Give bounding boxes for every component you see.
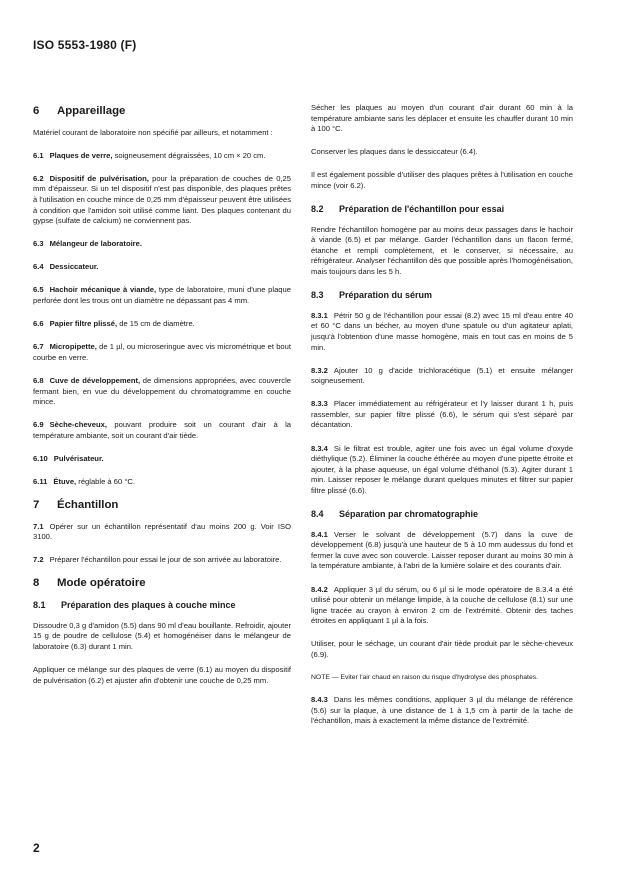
- subsection-heading: 8.3 Préparation du sérum: [311, 290, 433, 301]
- section-heading: 8 Mode opératoire: [33, 577, 146, 590]
- paragraph: Sécher les plaques au moyen d'un courant d'air durant 60 min à la température ambiante sans les déplacer et ensuite les chauffer durant 10 min à 100 °C.: [311, 103, 573, 134]
- paragraph: Il est également possible d'utiliser des plaques prêtes à l'utilisation en couche mince (voir 6.2).: [311, 170, 573, 190]
- section-heading: 7 Échantillon: [33, 499, 119, 512]
- clause-6-10: 6.10 Pulvérisateur.: [33, 453, 104, 463]
- clause-8-4-2: 8.4.2 Appliquer 3 µl du sérum, ou 6 µl si le mode opératoire de 8.3.4 a été utilisé pour obtenir un mélange limpide, à la couche de cellulose (8.1) sur une ligne tracée au crayon à environ 2 cm de l'extrémité. Obtenir des taches étroites en appliquant 1 µl à la fois.: [311, 584, 573, 626]
- clause-8-3-1: 8.3.1 Pétrir 50 g de l'échantillon pour essai (8.2) avec 15 ml d'eau entre 40 et 60 °C dans un bécher, au moyen d'une spatule ou d'un agitateur aplati, jusqu'à l'obtention d'une masse homogène, mais en tout cas en moins de 5 min.: [311, 310, 573, 352]
- paragraph: Appliquer ce mélange sur des plaques de verre (6.1) au moyen du dispositif de pulvérisation (6.2) et ajuster afin d'obtenir une couche de 0,25 mm.: [33, 664, 291, 685]
- document-header: ISO 5553-1980 (F): [33, 38, 137, 52]
- clause-6-6: 6.6 Papier filtre plissé, de 15 cm de diamètre.: [33, 319, 195, 329]
- clause-6-5: 6.5 Hachoir mécanique à viande, type de laboratoire, muni d'une plaque perforée dont les trous ont un diamètre ne dépassant pas 4 mm.: [33, 285, 291, 306]
- clause-8-4-3: 8.4.3 Dans les mêmes conditions, appliquer 3 µl du mélange de référence (5.6) sur la plaque, à une distance de 1 à 1,5 cm à partir de la tache de l'échantillon, mais à exactement la même distance de l'extrémité.: [311, 695, 573, 726]
- right-column: [311, 103, 573, 739]
- clause-8-3-2: 8.3.2 Ajouter 10 g d'acide trichloracétique (5.1) et ensuite mélanger soigneusement.: [311, 365, 573, 386]
- clause-6-11: 6.11 Étuve, réglable à 60 °C.: [33, 476, 135, 486]
- clause-6-1: 6.1 Plaques de verre, soigneusement dégraissées, 10 cm × 20 cm.: [33, 150, 266, 160]
- paragraph: Matériel courant de laboratoire non spécifié par ailleurs, et notamment :: [33, 127, 273, 137]
- clause-7-1: 7.1 Opérer sur un échantillon représentatif d'au moins 200 g. Voir ISO 3100.: [33, 521, 291, 542]
- clause-6-8: 6.8 Cuve de développement, de dimensions appropriées, avec couvercle fermant bien, en vue du développement du chromatogramme en couche mince.: [33, 375, 291, 407]
- clause-6-4: 6.4 Dessiccateur.: [33, 262, 99, 272]
- clause-7-2: 7.2 Préparer l'échantillon pour essai le jour de son arrivée au laboratoire.: [33, 555, 282, 565]
- clause-8-3-4: 8.3.4 Si le filtrat est trouble, agiter une fois avec un égal volume d'oxyde diéthylique (5.2). Éliminer la couche éthérée au moyen d'une pipette étroite et ajouter, à la phase aqueuse, un égal volume d'éthanol (5.3). Agiter durant 1 min. Laisser reposer le mélange durant quelques minutes et filtrer sur papier filtre plissé (6.6).: [311, 443, 573, 495]
- clause-6-7: 6.7 Micropipette, de 1 µl, ou microseringue avec vis micrométrique et bout courbe en verre.: [33, 342, 291, 362]
- paragraph: Dissoudre 0,3 g d'amidon (5.5) dans 90 ml d'eau bouillante. Refroidir, ajouter 15 g de poudre de cellulose (5.4) et homogénéiser dans le mélangeur de laboratoire (6.3) durant 1 min.: [33, 620, 291, 651]
- clause-6-3: 6.3 Mélangeur de laboratoire.: [33, 239, 142, 249]
- page-number: 2: [33, 841, 40, 855]
- note: NOTE — Eviter l'air chaud en raison du risque d'hydrolyse des phosphates.: [311, 674, 539, 682]
- clause-6-9: 6.9 Sèche-cheveux, pouvant produire soit un courant d'air à la température ambiante, soit un courant d'air tiède.: [33, 420, 291, 440]
- subsection-heading: 8.2 Préparation de l'échantillon pour essai: [311, 204, 505, 215]
- section-heading: 6 Appareillage: [33, 105, 126, 117]
- clause-6-2: 6.2 Dispositif de pulvérisation, pour la préparation de couches de 0,25 mm d'épaisseur. Si un tel dispositif n'est pas disponible, des plaques prêtes à l'utilisation en couche mince de 0,25 mm d'épaisseur peuvent être utilisées à condition que l'amidon soit utilisé comme liant. Des plaques contenant du gypse (sulfate de calcium) ne conviennent pas.: [33, 173, 291, 226]
- subsection-heading: 8.1 Préparation des plaques à couche mince: [33, 600, 236, 611]
- left-column: [33, 100, 291, 699]
- paragraph: Utiliser, pour le séchage, un courant d'air tiède produit par le sèche-cheveux (6.9).: [311, 639, 573, 659]
- clause-8-4-1: 8.4.1 Verser le solvant de développement (5.7) dans la cuve de développement (6.8) jusqu'à une hauteur de 5 à 10 mm audessus du fond et fermer la cuve avec son couvercle. Laisser reposer durant au moins 30 min à la température ambiante, à l'abri de la lumière solaire et des courants d'air.: [311, 529, 573, 571]
- clause-8-3-3: 8.3.3 Placer immédiatement au réfrigérateur et l'y laisser durant 1 h, puis rassembler, sur papier filtre plissé (6.6), le sérum qui s'est séparé par décantation.: [311, 399, 573, 430]
- paragraph: Rendre l'échantillon homogène par au moins deux passages dans le hachoir à viande (6.5) et par mélange. Garder l'échantillon dans un flacon fermé, étanche et rempli complètement, et le conserver, si nécessaire, au réfrigérateur. Analyser l'échantillon dès que possible après l'homogénéisation, mais toujours dans les 5 h.: [311, 224, 573, 277]
- paragraph: Conserver les plaques dans le dessiccateur (6.4).: [311, 147, 478, 157]
- subsection-heading: 8.4 Séparation par chromatographie: [311, 509, 479, 520]
